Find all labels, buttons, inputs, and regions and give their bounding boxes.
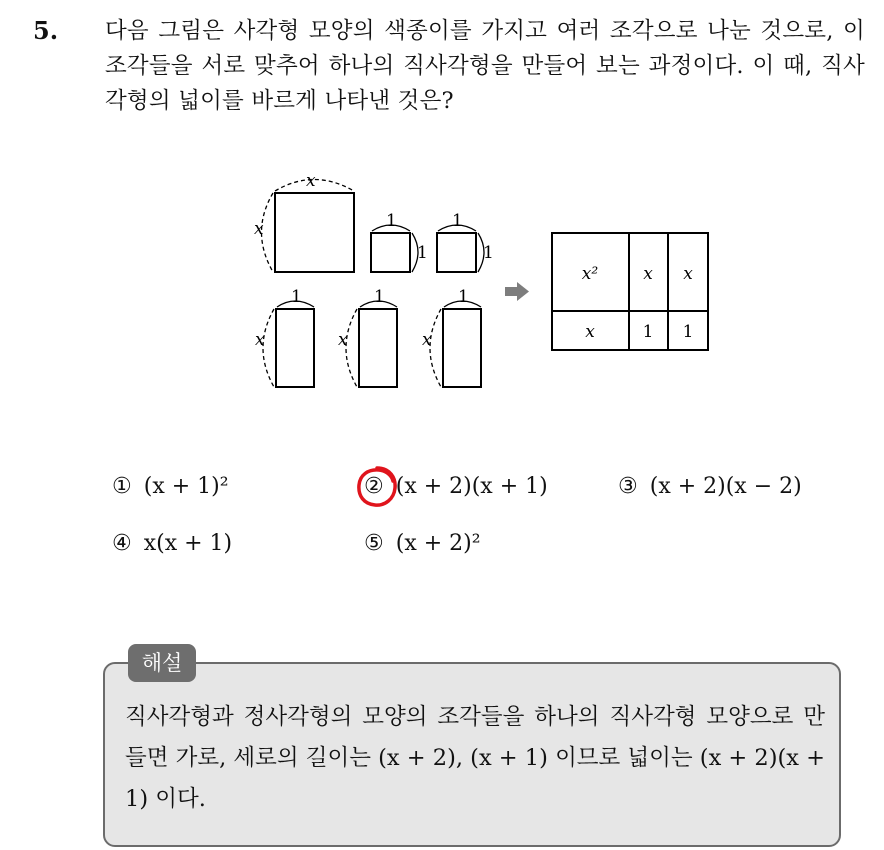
svg-text:1: 1 [458, 287, 469, 307]
solution-text: 직사각형과 정사각형의 모양의 조각들을 하나의 직사각형 모양으로 만들면 가로, 세로의 길이는 (x + 2), (x + 1) 이므로 넓이는 (x + 2)(x + 1) 이다. [125, 704, 825, 812]
svg-text:1: 1 [291, 287, 302, 307]
svg-text:x: x [683, 264, 693, 284]
svg-text:x: x [643, 264, 653, 284]
svg-text:1: 1 [483, 243, 494, 263]
choice-4[interactable]: ④ x(x + 1) [112, 531, 233, 556]
big-top-label: x [306, 171, 316, 191]
strip-2 [359, 309, 397, 387]
svg-text:1: 1 [386, 211, 397, 231]
strip-3 [443, 309, 481, 387]
small-square-1 [371, 233, 410, 272]
svg-text:x: x [255, 330, 265, 350]
choice-1[interactable]: ① (x + 1)² [112, 474, 229, 499]
big-square [275, 193, 354, 272]
strip2-brace [346, 309, 357, 387]
choice-5[interactable]: ⑤ (x + 2)² [364, 531, 481, 556]
big-side-label: x [254, 219, 264, 239]
svg-text:x: x [422, 330, 432, 350]
arrow-right-icon [505, 282, 529, 301]
answer-circle-mark [354, 464, 400, 510]
svg-text:x: x [338, 330, 348, 350]
strip3-brace [430, 309, 441, 387]
svg-text:1: 1 [374, 287, 385, 307]
strip-1 [276, 309, 314, 387]
svg-text:1: 1 [682, 322, 694, 342]
choice-2[interactable]: ② (x + 2)(x + 1) [364, 474, 548, 499]
svg-text:1: 1 [452, 211, 463, 231]
svg-text:1: 1 [417, 243, 428, 263]
question-text: 다음 그림은 사각형 모양의 색종이를 가지고 여러 조각으로 나눈 것으로, 이 조각들을 서로 맞추어 하나의 직사각형을 만들어 보는 과정이다. 이 때, 직사각형의 넓이를 바르게 나타낸 것은? [105, 18, 865, 114]
strip1-brace [263, 309, 274, 387]
svg-text:x: x [585, 322, 595, 342]
svg-text:1: 1 [642, 322, 654, 342]
cell-x-squared: x² [581, 264, 599, 284]
choice-3[interactable]: ③ (x + 2)(x − 2) [618, 474, 802, 499]
solution-tag: 해설 [128, 644, 196, 682]
question-number: 5. [33, 16, 59, 45]
small-square-2 [437, 233, 476, 272]
